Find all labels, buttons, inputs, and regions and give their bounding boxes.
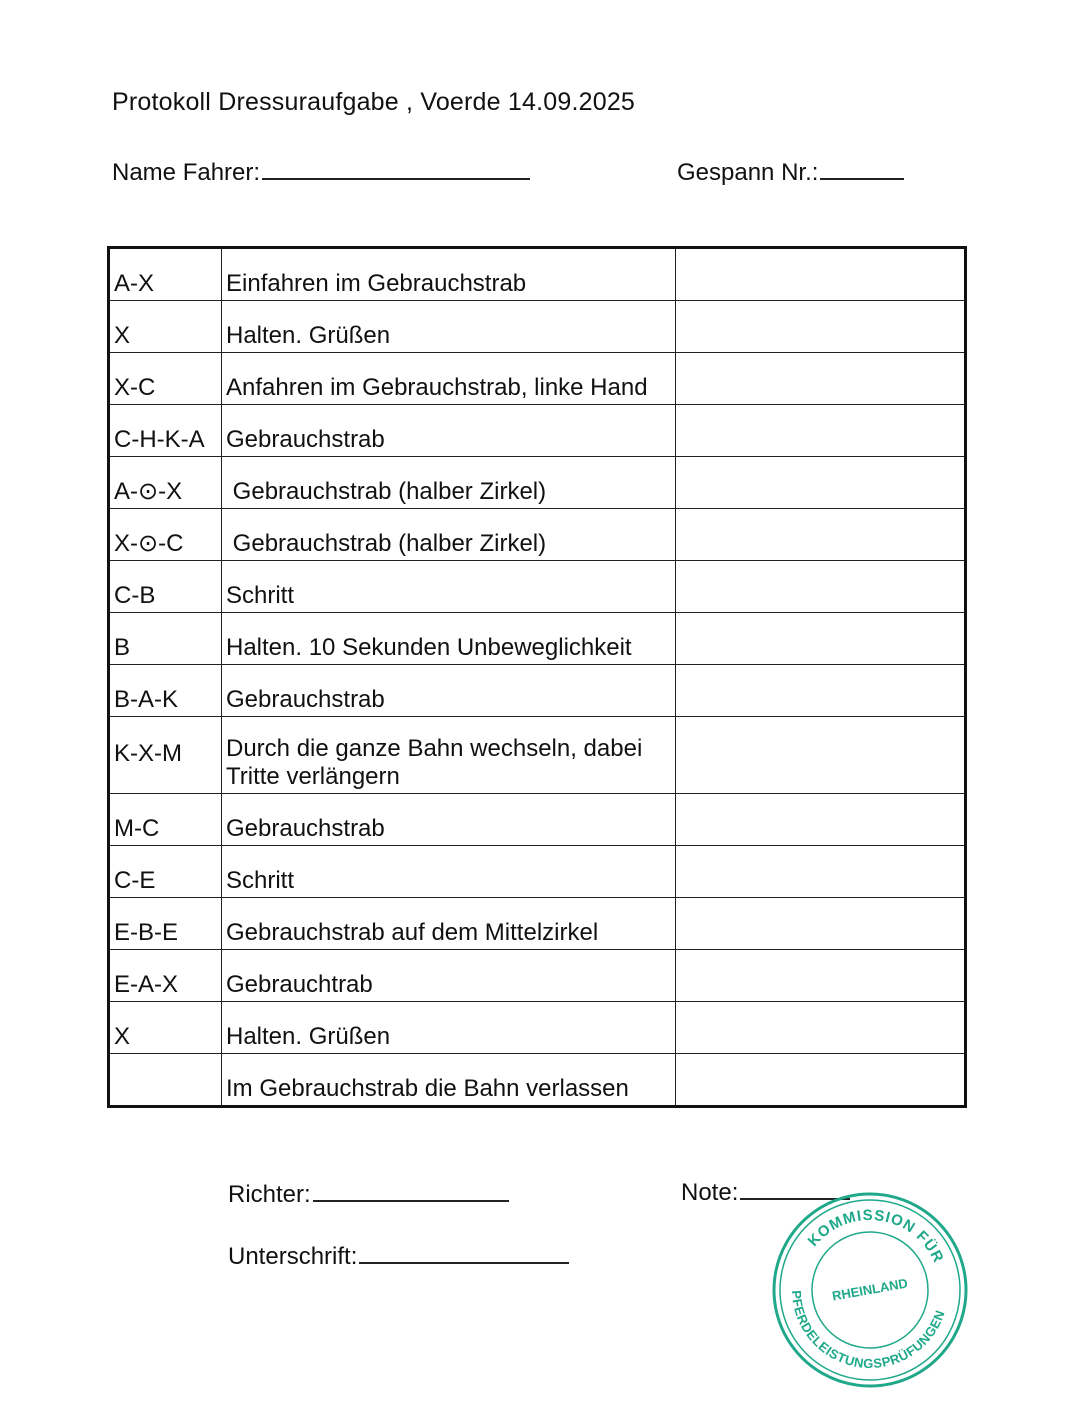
score-cell[interactable] xyxy=(676,561,966,613)
score-cell[interactable] xyxy=(676,248,966,301)
task-cell: Anfahren im Gebrauchstrab, linke Hand xyxy=(222,353,676,405)
table-row xyxy=(109,353,966,405)
score-cell[interactable] xyxy=(676,301,966,353)
score-cell[interactable] xyxy=(676,457,966,509)
task-cell: Halten. Grüßen xyxy=(222,1002,676,1054)
table-row xyxy=(109,1054,966,1107)
score-cell[interactable] xyxy=(676,950,966,1002)
task-cell: Gebrauchstrab xyxy=(222,405,676,457)
position-cell: E-B-E xyxy=(109,898,222,950)
task-cell: Gebrauchstrab auf dem Mittelzirkel xyxy=(222,898,676,950)
name-fahrer-blank xyxy=(262,152,530,180)
task-cell: Gebrauchstrab xyxy=(222,665,676,717)
position-cell xyxy=(109,1054,222,1107)
score-cell[interactable] xyxy=(676,846,966,898)
table-row xyxy=(109,898,966,950)
table-row xyxy=(109,613,966,665)
task-cell: Schritt xyxy=(222,561,676,613)
position-cell: X-C xyxy=(109,353,222,405)
task-cell: Durch die ganze Bahn wechseln, dabei Tritte verlängern xyxy=(222,717,676,794)
task-cell: Schritt xyxy=(222,846,676,898)
position-cell: A-X xyxy=(109,248,222,301)
richter-label: Richter: xyxy=(228,1181,311,1208)
official-stamp xyxy=(757,1177,983,1403)
table-row xyxy=(109,405,966,457)
task-cell: Gebrauchstrab xyxy=(222,794,676,846)
position-cell: M-C xyxy=(109,794,222,846)
position-cell: K-X-M xyxy=(109,717,222,794)
table-row xyxy=(109,846,966,898)
task-cell: Gebrauchstrab (halber Zirkel) xyxy=(222,509,676,561)
name-fahrer-field xyxy=(112,152,530,187)
protocol-table xyxy=(107,246,967,1108)
position-cell: X xyxy=(109,1002,222,1054)
unterschrift-field xyxy=(228,1236,569,1271)
position-cell: C-H-K-A xyxy=(109,405,222,457)
note-label: Note: xyxy=(681,1179,739,1206)
table-row xyxy=(109,665,966,717)
stamp-bottom-text: PFERDELEISTUNGSPRÜFUNGEN xyxy=(788,1289,948,1372)
score-cell[interactable] xyxy=(676,613,966,665)
table-row xyxy=(109,509,966,561)
gespann-field xyxy=(677,152,904,187)
richter-field xyxy=(228,1174,509,1209)
score-cell[interactable] xyxy=(676,717,966,794)
task-cell: Gebrauchtrab xyxy=(222,950,676,1002)
position-cell: A-⊙-X xyxy=(109,457,222,509)
gespann-blank xyxy=(820,152,904,180)
name-fahrer-label: Name Fahrer: xyxy=(112,159,261,186)
position-cell: B xyxy=(109,613,222,665)
position-cell: B-A-K xyxy=(109,665,222,717)
table-row xyxy=(109,794,966,846)
position-cell: C-B xyxy=(109,561,222,613)
position-cell: C-E xyxy=(109,846,222,898)
gespann-label: Gespann Nr.: xyxy=(677,159,819,186)
page-title: Protokoll Dressuraufgabe , Voerde 14.09.2025 xyxy=(112,88,636,116)
score-cell[interactable] xyxy=(676,1054,966,1107)
score-cell[interactable] xyxy=(676,665,966,717)
table-row xyxy=(109,950,966,1002)
table-row xyxy=(109,248,966,301)
task-cell: Einfahren im Gebrauchstrab xyxy=(222,248,676,301)
task-cell: Halten. 10 Sekunden Unbeweglichkeit xyxy=(222,613,676,665)
table-row xyxy=(109,301,966,353)
table-row xyxy=(109,457,966,509)
score-cell[interactable] xyxy=(676,509,966,561)
score-cell[interactable] xyxy=(676,1002,966,1054)
stamp-center-text: RHEINLAND xyxy=(830,1275,909,1304)
task-cell: Gebrauchstrab (halber Zirkel) xyxy=(222,457,676,509)
task-cell: Im Gebrauchstrab die Bahn verlassen xyxy=(222,1054,676,1107)
stamp-top-text: KOMMISSION FÜR xyxy=(804,1206,947,1266)
score-cell[interactable] xyxy=(676,353,966,405)
score-cell[interactable] xyxy=(676,794,966,846)
score-cell[interactable] xyxy=(676,898,966,950)
table-row xyxy=(109,717,966,794)
unterschrift-label: Unterschrift: xyxy=(228,1243,358,1270)
table-row xyxy=(109,561,966,613)
score-cell[interactable] xyxy=(676,405,966,457)
position-cell: E-A-X xyxy=(109,950,222,1002)
protocol-table-body xyxy=(109,248,966,1107)
position-cell: X-⊙-C xyxy=(109,509,222,561)
unterschrift-blank xyxy=(359,1236,569,1264)
position-cell: X xyxy=(109,301,222,353)
richter-blank xyxy=(313,1174,509,1202)
task-cell: Halten. Grüßen xyxy=(222,301,676,353)
table-row xyxy=(109,1002,966,1054)
